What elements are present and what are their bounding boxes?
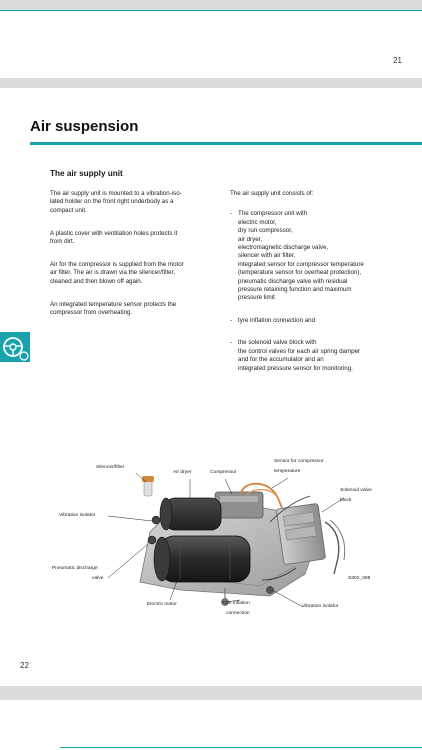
- label-electric-motor: Electric motor: [147, 602, 177, 607]
- section-title: Air suspension: [30, 118, 139, 135]
- label-pneumatic-line-1: Pneumatic discharge: [52, 566, 98, 571]
- top-gray-band: [0, 0, 422, 10]
- bullet-tyre-inflation: - tyre inflation connection and: [230, 316, 316, 324]
- label-compressor: Compressor: [210, 470, 237, 475]
- bullet-solenoid-block: - the solenoid valve block with the control valves for each air spring damper and for the accumulator and an integrated pressure sensor for monitoring.: [230, 339, 361, 372]
- label-vibration-isolator-left: Vibration isolator: [59, 513, 96, 518]
- components-list: [230, 190, 400, 385]
- label-solenoid-line-1: Solenoid valve: [340, 488, 372, 493]
- label-solenoid-line-2: block: [340, 498, 352, 503]
- label-sensor-line-2: temperature: [274, 469, 301, 474]
- steering-wheel-icon: [0, 332, 30, 362]
- label-sensor-line-1: Sensor for compressor: [274, 459, 324, 464]
- paragraph-1: The air supply unit is mounted to a vibration-iso- lated holder on the front right underbody as a compact unit.: [50, 190, 182, 214]
- label-pneumatic-line-2: valve: [92, 576, 104, 581]
- paragraph-3: Air for the compressor is supplied from the motor air filter. The air is drawn via the silencer/filter, cleaned and then blown off again.: [50, 261, 184, 285]
- label-tyre-line-2: connection: [226, 611, 250, 616]
- subsection-title: The air supply unit: [50, 169, 123, 178]
- components-intro: The air supply unit consists of:: [230, 190, 314, 197]
- label-silencer-filter: Silencer/filter: [96, 465, 125, 470]
- bottom-gray-band: [0, 686, 422, 700]
- page-number-bottom: 22: [20, 661, 29, 670]
- air-supply-unit-illustration: [120, 462, 360, 622]
- page-number-top: 21: [393, 56, 402, 65]
- label-air-dryer: Air dryer: [173, 470, 192, 475]
- paragraph-2: A plastic cover with ventilation holes protects it from dirt.: [50, 230, 178, 246]
- top-accent-line: [0, 10, 422, 11]
- figure-code: S302_088: [348, 576, 371, 581]
- bottom-accent-line: [60, 747, 422, 748]
- paragraph-4: An integrated temperature sensor protects the compressor from overheating.: [50, 301, 177, 317]
- header-gray-band: [0, 78, 422, 88]
- label-vibration-isolator-right: Vibration isolator: [302, 604, 339, 609]
- bullet-compressor-unit: - The compressor unit with electric motor, dry run compressor, air dryer, electromagnetic discharge valve, silencer with air filter, integrated sensor for compressor temperature (temperature sensor for overheat protection), pneumatic discharge valve with residual pressure retaining function and maximum pressure limit: [230, 210, 364, 302]
- label-tyre-line-1: Tyre inflation: [222, 601, 250, 606]
- section-rule: [30, 142, 422, 145]
